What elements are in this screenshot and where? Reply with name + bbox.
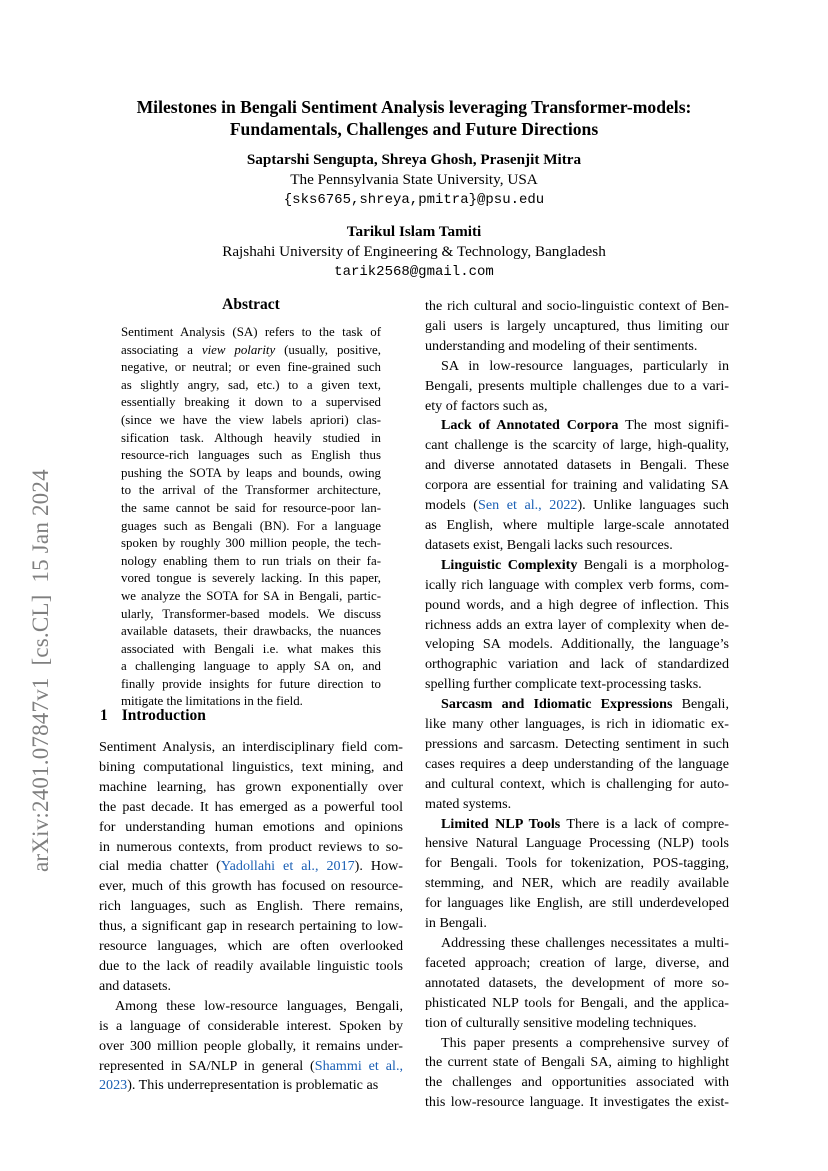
- body-line: and datasets.: [99, 977, 172, 994]
- text-run: Bengali,: [672, 696, 729, 713]
- left-column-body: [99, 738, 403, 1096]
- body-line: SA in low-resource languages, particularly in: [441, 357, 729, 374]
- body-line: ever, much of this growth has focused on resource-: [99, 878, 403, 895]
- body-line: and cultural context, which is challenging for auto-: [425, 775, 729, 792]
- abstract-line: nology enabling them to run trials on their fa-: [121, 553, 381, 568]
- body-line: rich languages, such as English. There remains,: [99, 898, 403, 915]
- body-line: Among these low-resource languages, Bengali,: [115, 997, 403, 1014]
- body-line: phisticated NLP tools for Bengali, and the applica-: [425, 994, 729, 1011]
- body-line: Sentiment Analysis, an interdisciplinary field com-: [99, 739, 403, 755]
- body-line: like many other languages, is rich in idiomatic ex-: [425, 716, 729, 733]
- body-line: for Bengali. Tools for tokenization, POS-tagging,: [425, 855, 729, 872]
- body-line: mated systems.: [425, 795, 512, 812]
- author-affiliation: The Pennsylvania State University, USA: [290, 171, 538, 188]
- abstract-line: available datasets, their drawbacks, the nuances: [121, 624, 381, 639]
- body-line: bining computational linguistics, text mining, and: [99, 758, 403, 775]
- body-line: [425, 496, 729, 516]
- body-line: [425, 416, 729, 436]
- citation-link[interactable]: Shammi et al.,: [314, 1057, 403, 1074]
- body-line: [425, 695, 729, 715]
- body-line: the challenges and opportunities associated with: [425, 1074, 729, 1091]
- text-run: ). Unlike languages such: [577, 497, 729, 514]
- body-line: Addressing these challenges necessitates a multi-: [441, 935, 729, 951]
- abstract-line: essentially breaking it down to a supervised: [121, 395, 381, 410]
- abstract-line: mitigate the limitations in the field.: [121, 694, 303, 709]
- body-line: is a language of considerable interest. Spoken by: [99, 1017, 403, 1034]
- abstract-line: [121, 342, 381, 360]
- body-line: tion of culturally sensitive modeling techniques.: [425, 1014, 697, 1031]
- paragraph-lead: Lack of Annotated Corpora: [441, 417, 619, 434]
- body-line: [425, 556, 729, 576]
- text-run: models (: [425, 497, 478, 514]
- body-line: for languages like English, are still underdeveloped: [425, 895, 729, 912]
- paragraph-lead: Sarcasm and Idiomatic Expressions: [441, 696, 673, 713]
- body-line: cant challenge is the scarcity of large, high-quality,: [425, 437, 729, 454]
- text-run: represented in SA/NLP in general (: [99, 1057, 315, 1074]
- abstract-line: a challenging language to apply SA on, and: [121, 659, 381, 674]
- right-column-body: [425, 297, 729, 1113]
- abstract-line: to the arrival of the Transformer architecture,: [121, 483, 381, 498]
- body-line: as English, where multiple large-scale annotated: [425, 516, 729, 533]
- body-line: ically rich language with complex verb forms, com-: [425, 576, 729, 593]
- body-line: gali users is largely uncaptured, thus limiting our: [425, 317, 729, 334]
- body-line: richness adds an extra layer of complexity when de-: [425, 616, 729, 633]
- abstract-line: guages such as Bengali (BN). For a language: [121, 518, 381, 533]
- paper-title: [60, 96, 768, 140]
- author-affiliation: Rajshahi University of Engineering & Technology, Bangladesh: [222, 243, 606, 260]
- body-line: [99, 1057, 403, 1077]
- abstract-line: we analyze the SOTA for SA in Bengali, partic-: [121, 588, 381, 603]
- abstract-line: ularly, Transformer-based models. We discuss: [121, 606, 381, 621]
- paragraph-lead: Limited NLP Tools: [441, 815, 561, 832]
- text-run: ). This underrepresentation is problematic as: [127, 1077, 379, 1094]
- body-line: due to the lack of readily available linguistic tools: [99, 957, 403, 974]
- abstract-line: as slightly angry, sad, etc.) to a given text,: [121, 377, 381, 392]
- emphasis-text: view polarity: [201, 342, 276, 357]
- text-run: associating a: [121, 342, 202, 357]
- text-run: ). How-: [354, 858, 404, 875]
- body-line: [99, 857, 403, 877]
- author-block-psu: [60, 150, 768, 210]
- body-line: cases requires a deep understanding of the language: [425, 755, 729, 772]
- body-line: ety of factors such as,: [425, 397, 548, 414]
- section-heading-introduction: [100, 707, 206, 725]
- body-line: corpora are essential for training and validating SA: [425, 477, 729, 494]
- body-line: resource languages, which are often overlooked: [99, 938, 403, 955]
- text-run: There is a lack of compre-: [560, 815, 729, 832]
- abstract-heading: Abstract: [222, 296, 280, 313]
- body-line: This paper presents a comprehensive survey of: [441, 1034, 729, 1051]
- body-line: this low-resource language. It investigates the exist-: [425, 1094, 729, 1111]
- section-title: Introduction: [121, 707, 206, 724]
- body-line: for understanding human emotions and opinions: [99, 818, 403, 835]
- abstract-line: vored tongue is severely lacking. In this paper,: [121, 571, 381, 586]
- abstract-line: Sentiment Analysis (SA) refers to the task of: [121, 325, 381, 339]
- body-line: pressions and sarcasm. Detecting sentiment in such: [425, 735, 729, 752]
- author-email[interactable]: tarik2568@gmail.com: [334, 264, 494, 280]
- author-names: Tarikul Islam Tamiti: [346, 223, 482, 240]
- abstract-line: (since we have the view labels apriori) clas-: [121, 412, 381, 427]
- abstract-line: negative, or neutral; or even fine-grained such: [121, 360, 381, 375]
- body-line: hensive Natural Language Processing (NLP) tools: [425, 835, 729, 852]
- body-line: the past decade. It has emerged as a powerful tool: [99, 798, 403, 815]
- abstract-line: the same cannot be said for resource-poor lan-: [121, 500, 381, 515]
- body-line: [99, 1076, 403, 1096]
- abstract-line: pushing the SOTA by leaps and bounds, owing: [121, 465, 381, 480]
- body-line: [425, 815, 729, 835]
- citation-link[interactable]: Yadollahi et al., 2017: [220, 858, 355, 875]
- body-line: faceted approach; creation of large, diverse, and: [425, 954, 729, 971]
- body-line: stemming, and NER, which are readily available: [425, 875, 729, 892]
- abstract-line: sification task. Although heavily studied in: [121, 430, 381, 445]
- body-line: in Bengali.: [425, 915, 487, 932]
- arxiv-identifier-stamp: arXiv:2401.07847v1 [cs.CL] 15 Jan 2024: [28, 469, 53, 872]
- text-run: Bengali is a morpholog-: [577, 556, 729, 573]
- body-line: understanding and modeling of their sentiments.: [425, 337, 698, 354]
- body-line: Bengali, presents multiple challenges due to a vari-: [425, 377, 729, 394]
- body-line: pound words, and a high degree of inflection. This: [425, 596, 729, 613]
- author-email[interactable]: {sks6765,shreya,pmitra}@psu.edu: [283, 192, 545, 208]
- paragraph-lead: Linguistic Complexity: [441, 556, 578, 573]
- body-line: and diverse annotated datasets in Bengali. These: [425, 457, 729, 474]
- body-line: machine learning, has grown exponentially over: [99, 778, 403, 795]
- body-line: the rich cultural and socio-linguistic context of Ben-: [425, 298, 729, 314]
- body-line: annotated datasets, the development of more so-: [425, 974, 729, 991]
- section-number: 1: [100, 707, 108, 724]
- author-names: Saptarshi Sengupta, Shreya Ghosh, Prasenjit Mitra: [246, 151, 582, 168]
- abstract-body: [121, 324, 381, 711]
- abstract-line: spoken by roughly 300 million people, the tech-: [121, 536, 381, 551]
- body-line: in numerous contexts, from product reviews to so-: [99, 838, 403, 855]
- text-run: cial media chatter (: [99, 858, 221, 875]
- body-line: over 300 million people globally, it remains under-: [99, 1037, 403, 1054]
- body-line: thus, a significant gap in research pertaining to low-: [99, 918, 403, 935]
- body-line: spelling further complicate text-processing tasks.: [425, 676, 702, 693]
- abstract-line: finally provide insights for future direction to: [121, 676, 381, 691]
- body-line: datasets exist, Bengali lacks such resources.: [425, 536, 673, 553]
- body-line: the current state of Bengali SA, aiming to highlight: [425, 1054, 729, 1071]
- title-line-1: Milestones in Bengali Sentiment Analysis leveraging Transformer-models:: [136, 97, 692, 117]
- author-block-ruet: [60, 222, 768, 282]
- abstract-line: associated with Bengali i.e. what makes this: [121, 641, 381, 656]
- text-run: The most signifi-: [618, 417, 729, 434]
- citation-link[interactable]: Sen et al., 2022: [478, 497, 578, 514]
- title-line-2: Fundamentals, Challenges and Future Directions: [229, 119, 599, 139]
- body-line: orthographic variation and lack of standardized: [425, 656, 729, 673]
- body-line: veloping SA models. Additionally, the language’s: [425, 636, 729, 653]
- citation-link[interactable]: 2023: [99, 1077, 128, 1094]
- abstract-line: resource-rich languages such as English thus: [121, 448, 381, 463]
- text-run: (usually, positive,: [275, 342, 381, 357]
